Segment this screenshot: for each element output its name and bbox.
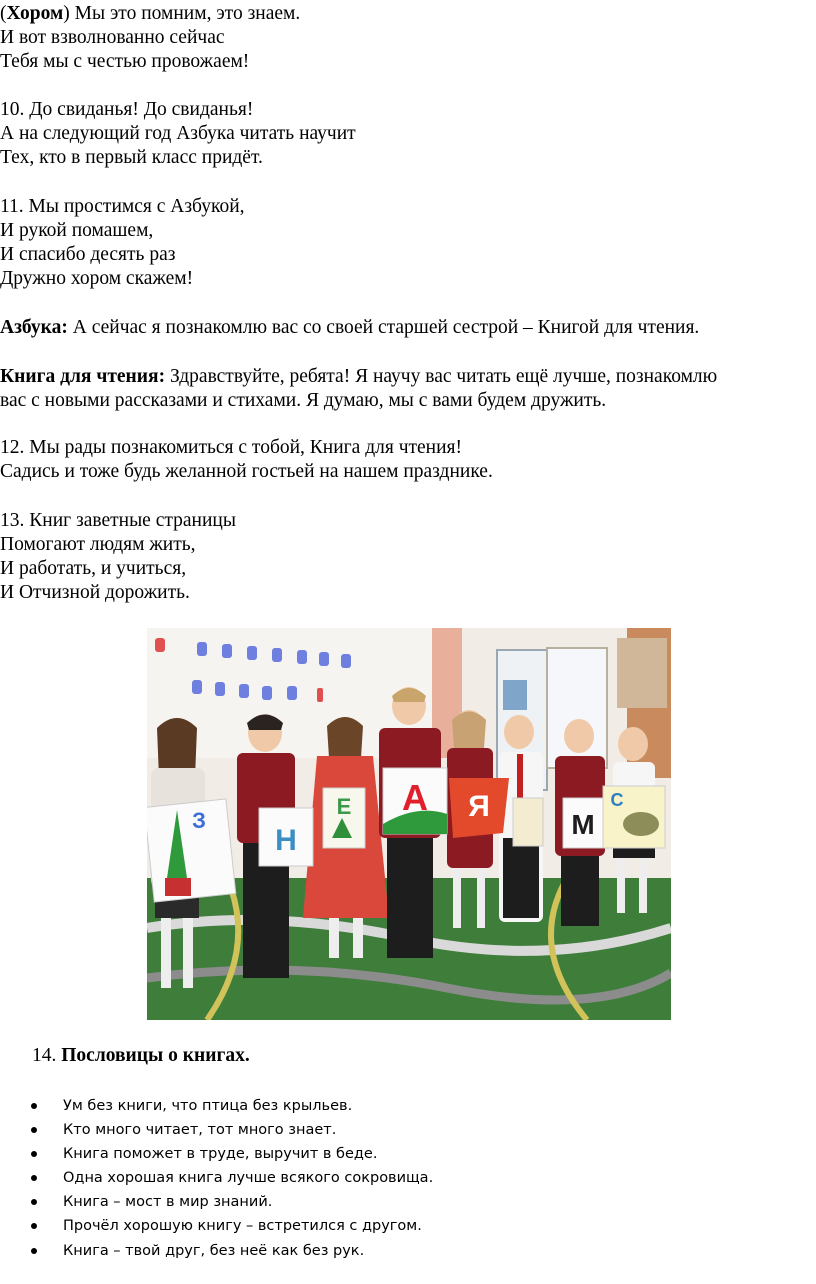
kniga-speech [0,365,717,413]
chorus-line-1: Мы это помним, это знаем. [69,3,301,24]
card-letter: З [192,808,206,833]
kniga-speaker: Книга для чтения: [0,366,166,387]
chorus-line-2: И вот взволнованно сейчас [0,27,225,48]
verse-line: А на следующий год Азбука читать научит [0,123,356,144]
class-photo [147,628,671,1020]
chorus-stanza [0,2,300,74]
card-letter: Н [275,824,297,857]
proverb-text: Кто много читает, тот много знает. [63,1122,337,1139]
bullet-icon [31,1199,37,1205]
proverb-text: Прочёл хорошую книгу – встретился с другом. [63,1218,422,1235]
verse-line: 12. Мы рады познакомиться с тобой, Книга для чтения! [0,437,463,458]
verse-line: И спасибо десять раз [0,244,176,265]
azbuka-speech [0,316,699,340]
verse-line: 13. Книг заветные страницы [0,510,236,531]
verse-line: И работать, и учиться, [0,558,187,579]
card-letter: Я [468,790,490,823]
verse-line: Дружно хором скажем! [0,268,194,289]
bullet-icon [31,1223,37,1229]
verse-line: 11. Мы простимся с Азбукой, [0,196,245,217]
chorus-line-3: Тебя мы с честью провожаем! [0,51,250,72]
verse-13 [0,509,236,605]
proverb-text: Книга – твой друг, без неё как без рук. [63,1242,365,1259]
proverbs-list [0,1094,433,1263]
verse-line: Садись и тоже будь желанной гостьей на нашем празднике. [0,461,493,482]
kniga-text-1: Здравствуйте, ребята! Я научу вас читать ещё лучше, познакомлю [165,366,718,387]
bullet-icon [31,1175,37,1181]
list-item [0,1118,433,1142]
card-letter: А [402,777,428,818]
verse-line: Помогают людям жить, [0,534,196,555]
open-paren: ( [0,3,7,24]
bullet-icon [31,1151,37,1157]
list-item [0,1190,433,1214]
proverbs-title: Пословицы о книгах. [61,1045,250,1066]
proverb-text: Книга – мост в мир знаний. [63,1194,273,1211]
verse-line: 10. До свиданья! До свиданья! [0,99,254,120]
proverb-text: Книга поможет в труде, выручит в беде. [63,1146,378,1163]
proverbs-number: 14. [32,1045,62,1066]
kniga-text-2: вас с новыми рассказами и стихами. Я думаю, мы с вами будем дружить. [0,390,607,411]
list-item [0,1214,433,1238]
verse-11 [0,195,245,291]
proverbs-heading [32,1044,250,1068]
list-item [0,1239,433,1263]
list-item [0,1094,433,1118]
bullet-icon [31,1103,37,1109]
card-letter: Е [336,794,352,819]
card-letter: С [610,790,624,810]
verse-line: Тех, кто в первый класс придёт. [0,147,263,168]
azbuka-text: А сейчас я познакомлю вас со своей старшей сестрой – Книгой для чтения. [67,317,700,338]
list-item [0,1142,433,1166]
list-item [0,1166,433,1190]
bullet-icon [31,1248,37,1254]
proverb-text: Одна хорошая книга лучше всякого сокровища. [63,1170,434,1187]
verse-12 [0,436,493,484]
class-photo-illustration [147,628,671,1020]
chorus-speaker: Хором [6,3,64,24]
verse-10 [0,98,356,170]
close-paren: ) [63,3,70,24]
verse-line: И Отчизной дорожить. [0,582,190,603]
verse-line: И рукой помашем, [0,220,154,241]
proverb-text: Ум без книги, что птица без крыльев. [63,1098,353,1114]
card-letter: М [571,809,595,840]
azbuka-speaker: Азбука: [0,317,68,338]
bullet-icon [31,1127,37,1133]
